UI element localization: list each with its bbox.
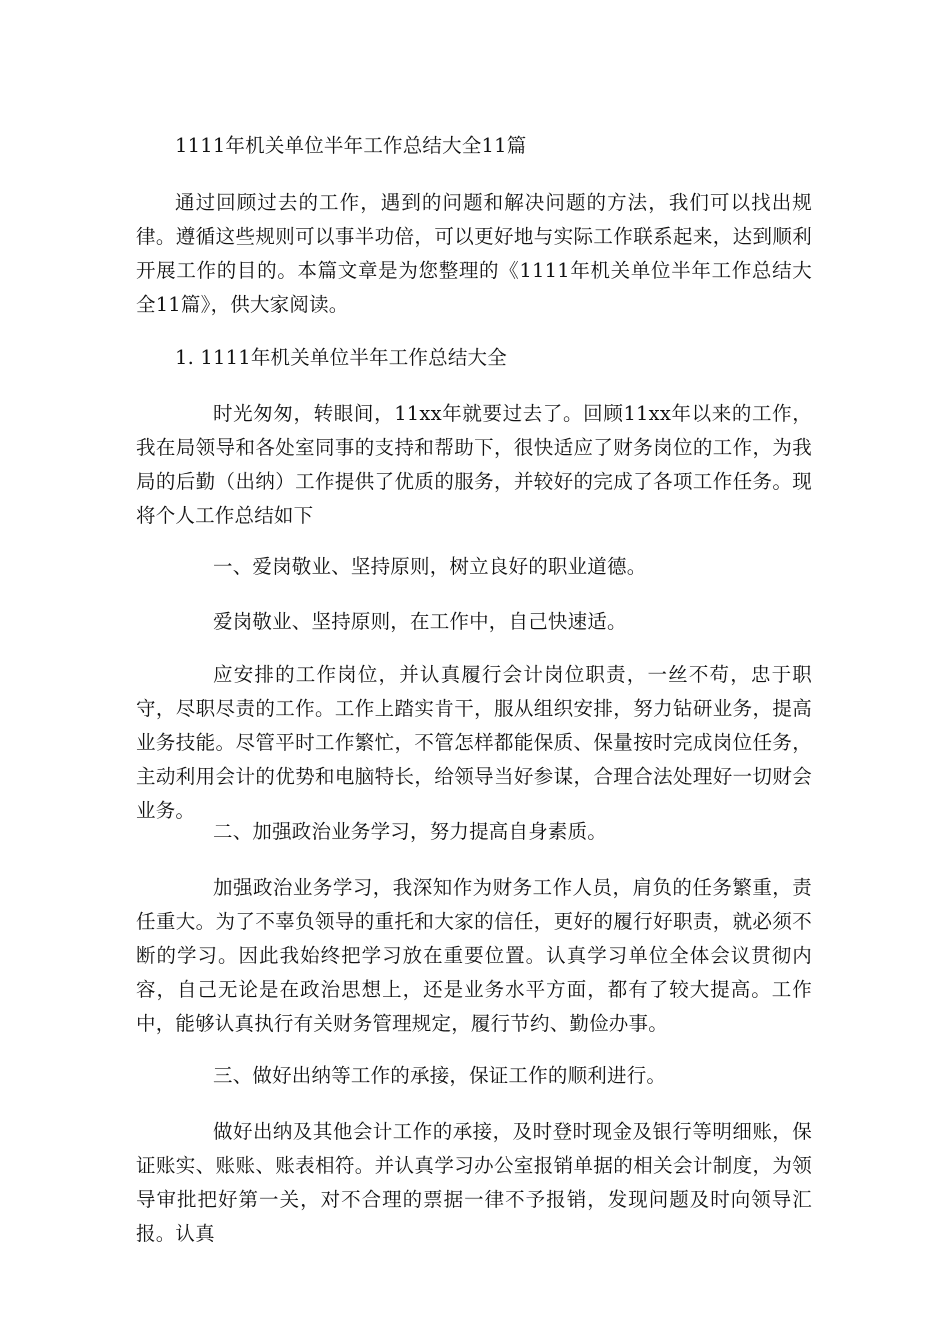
body-paragraph-4: 加强政治业务学习，我深知作为财务工作人员，肩负的任务繁重，责任重大。为了不辜负领导的重托和大家的信任，更好的履行好职责，就必须不断的学习。因此我始终把学习放在重要位置。认真学习单位全体会议贯彻内容，自己无论是在政治思想上，还是业务水平方面，都有了较大提高。工作中，能够认真执行有关财务管理规定，履行节约、勤俭办事。 [136, 876, 812, 1035]
body-paragraph-5: 做好出纳及其他会计工作的承接，及时登时现金及银行等明细账，保证账实、账账、账表相符。并认真学习办公室报销单据的相关会计制度，为领导审批把好第一关，对不合理的票据一律不予报销，发现问题及时向领导汇报。认真 [136, 1120, 812, 1245]
intro-paragraph: 通过回顾过去的工作，遇到的问题和解决问题的方法，我们可以找出规律。遵循这些规则可以事半功倍，可以更好地与实际工作联系起来，达到顺利开展工作的目的。本篇文章是为您整理的《1111年机关单位半年工作总结大全11篇》，供大家阅读。 [136, 191, 812, 316]
body-paragraph-2: 爱岗敬业、坚持原则，在工作中，自己快速适。 [213, 610, 627, 633]
section-heading: 1. 1111年机关单位半年工作总结大全 [175, 346, 507, 369]
subheading-3: 三、做好出纳等工作的承接，保证工作的顺利进行。 [213, 1064, 667, 1087]
body-paragraph-3: 应安排的工作岗位，并认真履行会计岗位职责，一丝不苟，忠于职守，尽职尽责的工作。工作上踏实肯干，服从组织安排，努力钻研业务，提高业务技能。尽管平时工作繁忙，不管怎样都能保质、保量按时完成岗位任务，主动利用会计的优势和电脑特长，给领导当好参谋，合理合法处理好一切财会业务。 [136, 663, 812, 822]
document-title: 1111年机关单位半年工作总结大全11篇 [175, 134, 527, 157]
body-paragraph-1: 时光匆匆，转眼间，11xx年就要过去了。回顾11xx年以来的工作，我在局领导和各处室同事的支持和帮助下，很快适应了财务岗位的工作，为我局的后勤（出纳）工作提供了优质的服务，并较好的完成了各项工作任务。现将个人工作总结如下 [136, 402, 812, 527]
subheading-2: 二、加强政治业务学习，努力提高自身素质。 [213, 820, 608, 843]
subheading-1: 一、爱岗敬业、坚持原则，树立良好的职业道德。 [213, 555, 647, 578]
